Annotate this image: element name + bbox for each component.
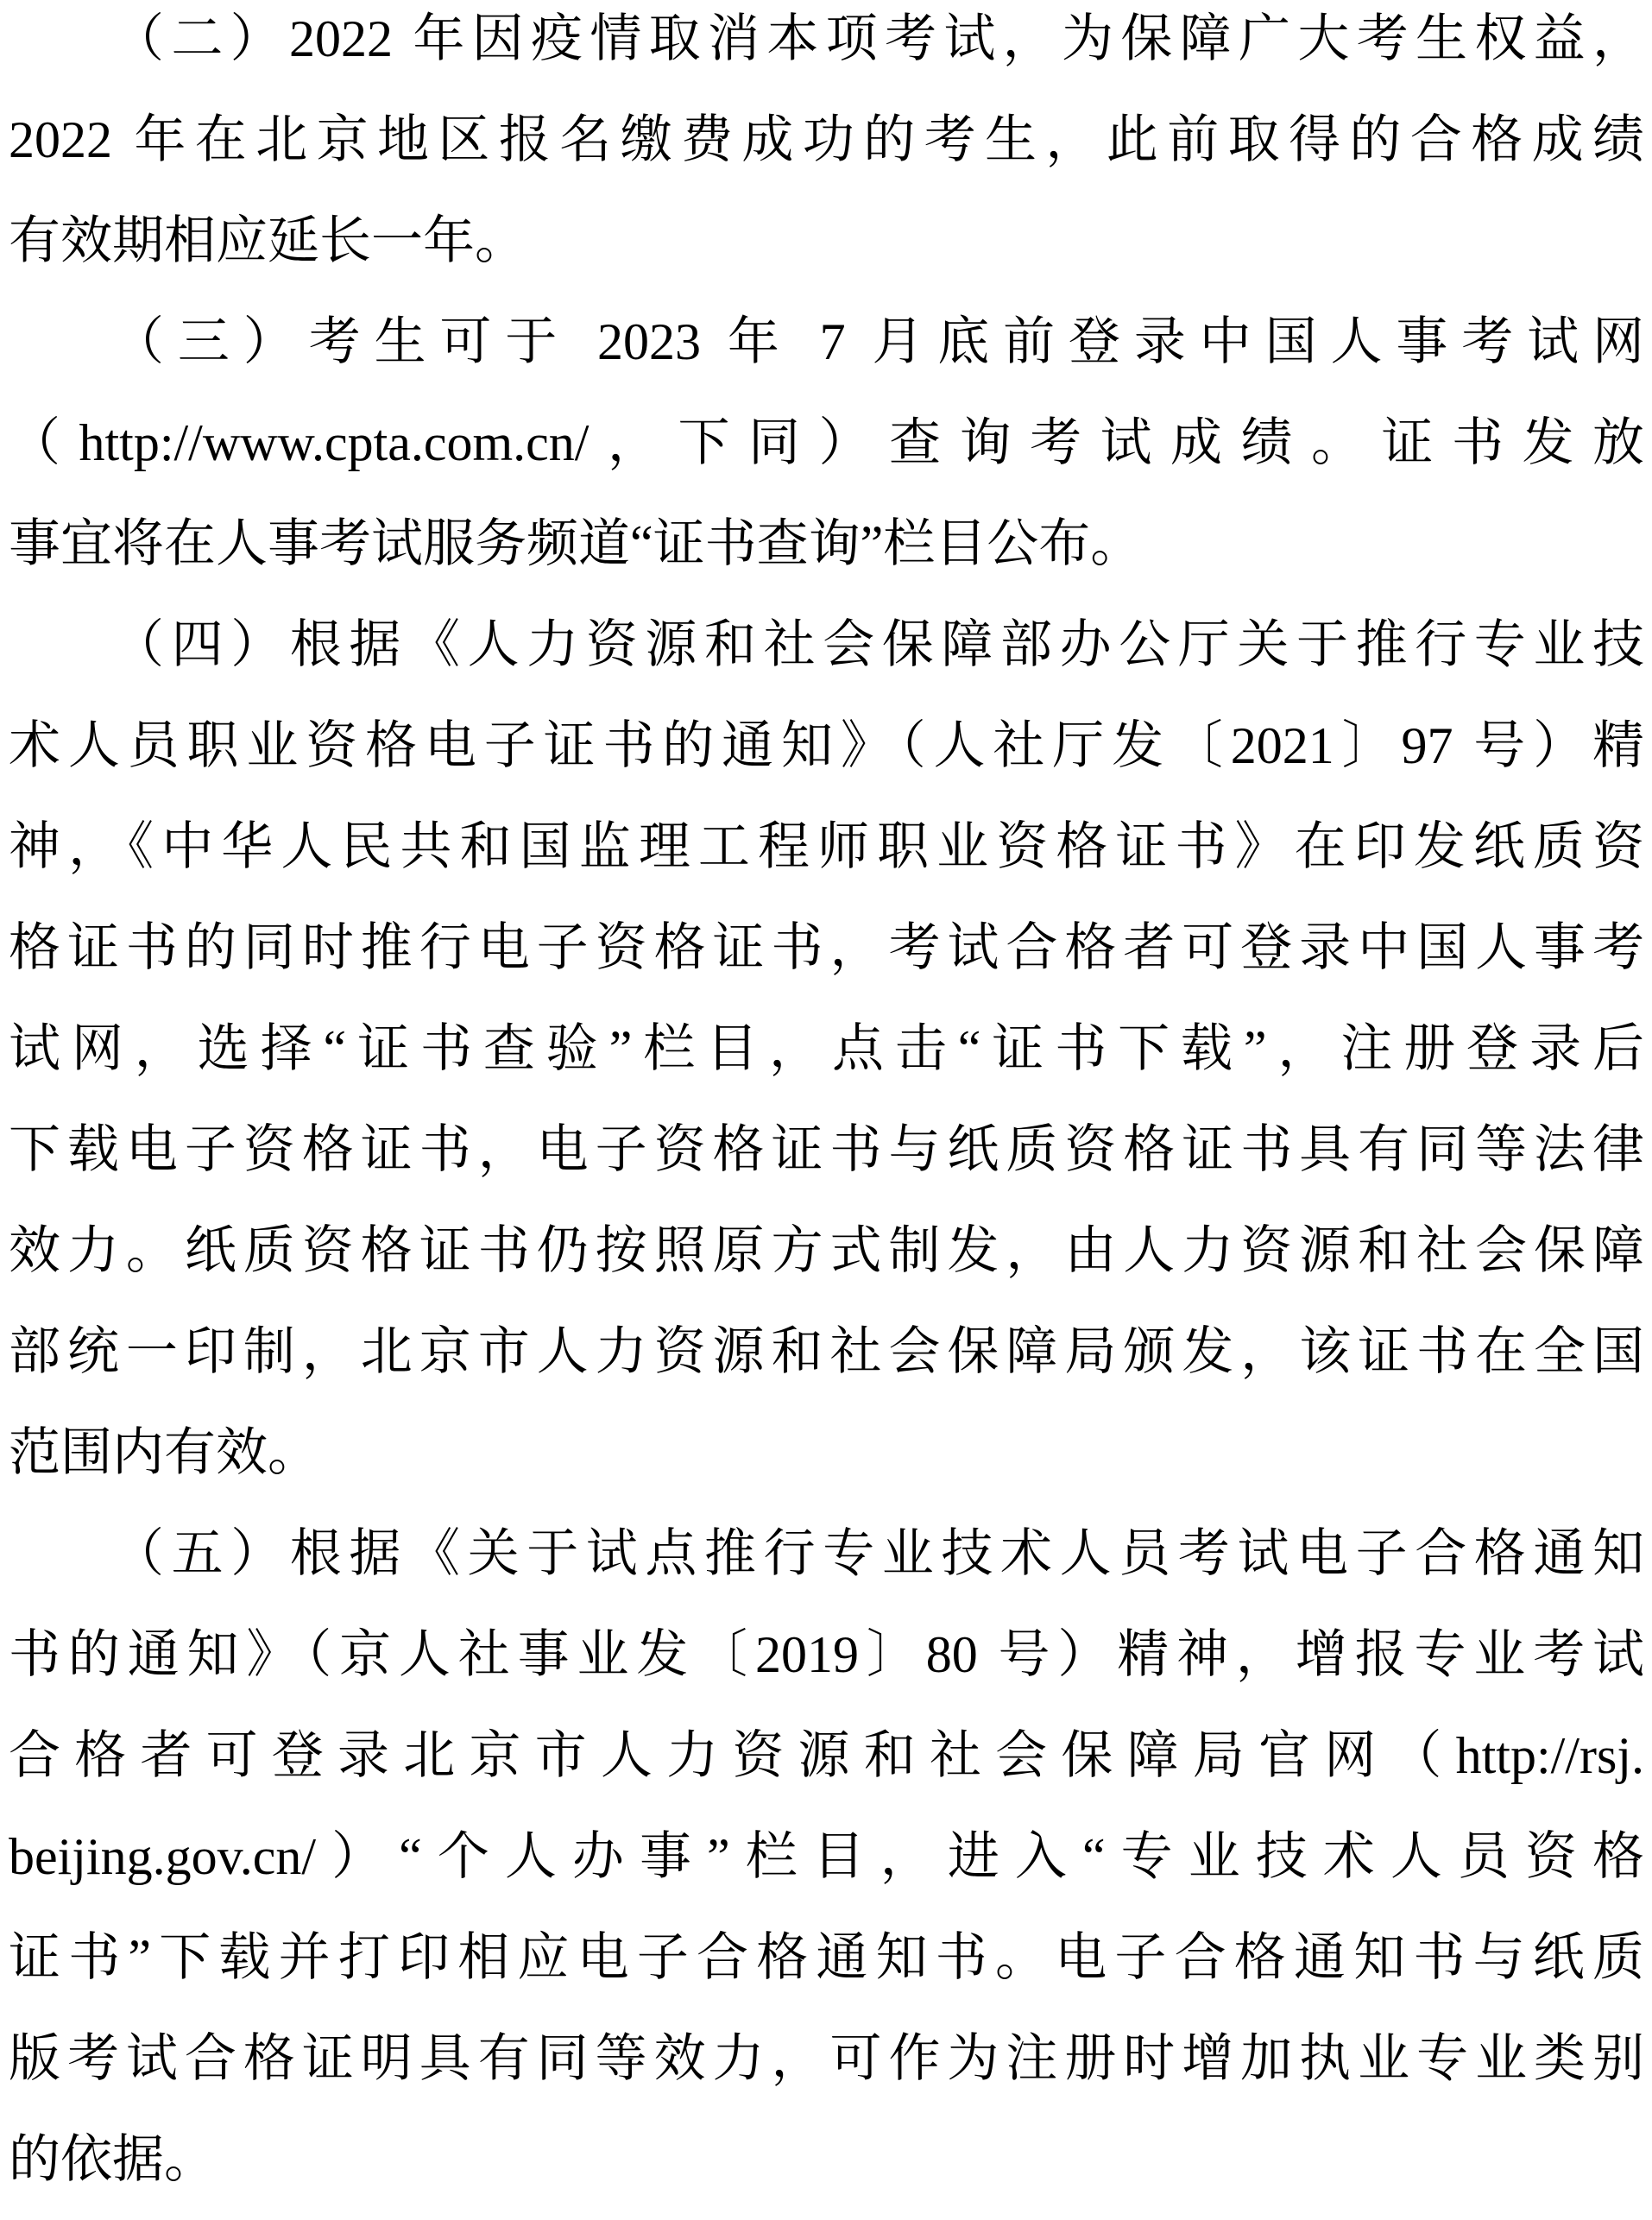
text-line: 证书”下载并打印相应电子合格通知书。电子合格通知书与纸质	[9, 1929, 1644, 1986]
text-line: 有效期相应延长一年。	[9, 212, 526, 269]
text-line: 范围内有效。	[9, 1424, 319, 1481]
text-line: 的依据。	[9, 2131, 216, 2188]
text-line: 神，《中华人民共和国监理工程师职业资格证书》在印发纸质资	[9, 818, 1644, 875]
text-line: 部统一印制，北京市人力资源和社会保障局颁发，该证书在全国	[9, 1323, 1644, 1380]
text-line: 书的通知》（京人社事业发〔2019〕80 号）精神，增报专业考试	[9, 1626, 1644, 1683]
text-line: 事宜将在人事考试服务频道“证书查询”栏目公布。	[9, 515, 1143, 572]
text-line: （三）考生可于 2023 年 7 月底前登录中国人事考试网	[112, 313, 1644, 370]
text-line: beijing.gov.cn/）“个人办事”栏目，进入“专业技术人员资格	[9, 1828, 1644, 1885]
text-line: 版考试合格证明具有同等效力，可作为注册时增加执业专业类别	[9, 2030, 1644, 2087]
text-line: 2022 年在北京地区报名缴费成功的考生，此前取得的合格成绩	[9, 111, 1644, 168]
text-line: （四）根据《人力资源和社会保障部办公厅关于推行专业技	[112, 616, 1644, 673]
text-line: 效力。纸质资格证书仍按照原方式制发，由人力资源和社会保障	[9, 1222, 1644, 1279]
text-line: 合格者可登录北京市人力资源和社会保障局官网（http://rsj.	[9, 1727, 1644, 1784]
text-line: （五）根据《关于试点推行专业技术人员考试电子合格通知	[112, 1525, 1644, 1582]
text-line: 格证书的同时推行电子资格证书，考试合格者可登录中国人事考	[9, 919, 1644, 976]
text-line: 下载电子资格证书，电子资格证书与纸质资格证书具有同等法律	[9, 1121, 1644, 1178]
text-line: 试网，选择“证书查验”栏目，点击“证书下载”，注册登录后	[9, 1020, 1644, 1077]
text-line: （二）2022 年因疫情取消本项考试，为保障广大考生权益，	[112, 10, 1644, 67]
text-line: 术人员职业资格电子证书的通知》（人社厅发〔2021〕97 号）精	[9, 717, 1644, 774]
text-line: （http://www.cpta.com.cn/，下同）查询考试成绩。证书发放	[9, 414, 1644, 471]
